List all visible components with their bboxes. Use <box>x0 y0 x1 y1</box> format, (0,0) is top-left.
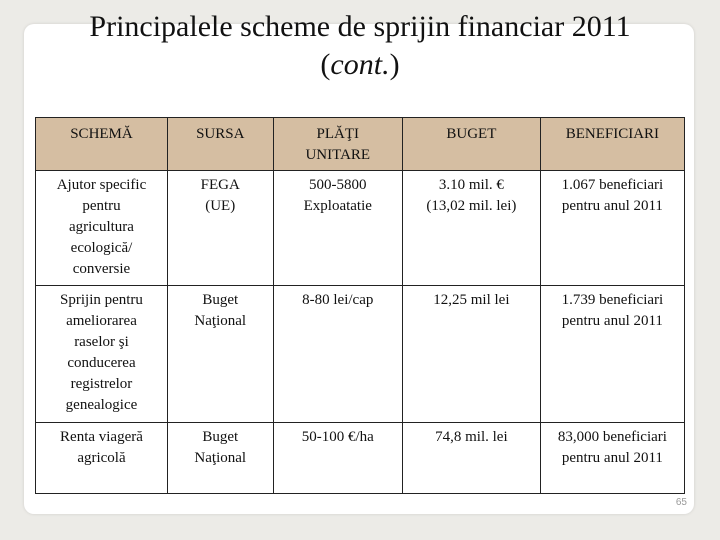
cell-schema <box>36 286 168 423</box>
title-italic: cont. <box>330 48 390 81</box>
cell-line: Renta viageră <box>60 429 143 445</box>
support-schemes-table <box>35 117 685 494</box>
cell-line: 1.739 beneficiari <box>561 292 664 308</box>
table-body <box>36 171 685 494</box>
header-row <box>36 118 685 171</box>
cell-line: ameliorarea <box>66 313 137 329</box>
table-header <box>36 118 685 171</box>
table-row <box>36 423 685 494</box>
cell-line: agricolă <box>77 450 126 466</box>
cell-line: pentru anul 2011 <box>561 450 663 466</box>
header-schema-text: SCHEMĂ <box>70 126 133 142</box>
header-plati <box>273 118 402 171</box>
cell-line: 12,25 mil lei <box>433 292 510 308</box>
cell-line: ecologică/ <box>70 240 133 256</box>
cell-beneficiari <box>540 286 684 423</box>
cell-line: Buget <box>202 292 239 308</box>
header-plati-line: PLĂŢI <box>316 126 360 142</box>
cell-line: 83,000 beneficiari <box>557 429 667 445</box>
header-beneficiari <box>540 118 684 171</box>
cell-beneficiari <box>540 171 684 286</box>
cell-line: 500-5800 <box>309 177 367 193</box>
cell-line: 1.067 beneficiari <box>561 177 664 193</box>
header-schema <box>36 118 168 171</box>
header-sursa-text: SURSA <box>196 126 245 142</box>
cell-plati <box>273 423 402 494</box>
header-sursa <box>167 118 273 171</box>
table-row <box>36 171 685 286</box>
cell-line: agricultura <box>68 219 134 235</box>
cell-line: Ajutor specific <box>56 177 147 193</box>
page-number: 65 <box>675 497 687 508</box>
cell-line: Exploatatie <box>303 198 372 214</box>
cell-schema <box>36 171 168 286</box>
title-paren-open: ( <box>320 48 331 81</box>
cell-sursa <box>167 171 273 286</box>
cell-line: raselor şi <box>74 334 129 350</box>
cell-line: (13,02 mil. lei) <box>426 198 517 214</box>
cell-line: 3.10 mil. € <box>438 177 504 193</box>
cell-line: (UE) <box>205 198 236 214</box>
cell-buget <box>403 286 541 423</box>
cell-line: registrelor <box>70 376 133 392</box>
title-line-1: Principalele scheme de sprijin financiar 2011 <box>89 10 631 43</box>
cell-line: pentru anul 2011 <box>561 313 663 329</box>
header-beneficiari-text: BENEFICIARI <box>565 126 660 142</box>
cell-plati <box>273 171 402 286</box>
header-buget-text: BUGET <box>446 126 497 142</box>
cell-line: genealogice <box>65 397 138 413</box>
cell-line: pentru anul 2011 <box>561 198 663 214</box>
cell-buget <box>403 171 541 286</box>
page-title <box>0 8 720 84</box>
cell-line: Naţional <box>194 450 247 466</box>
cell-line: conversie <box>72 261 131 277</box>
cell-line: Buget <box>202 429 239 445</box>
cell-plati <box>273 286 402 423</box>
header-plati-line: UNITARE <box>305 147 371 163</box>
cell-schema <box>36 423 168 494</box>
cell-line: Sprijin pentru <box>60 292 143 308</box>
cell-line: Naţional <box>194 313 247 329</box>
cell-line: FEGA <box>200 177 240 193</box>
cell-line: pentru <box>82 198 121 214</box>
cell-beneficiari <box>540 423 684 494</box>
title-paren-close: ) <box>389 48 400 81</box>
cell-line: conducerea <box>67 355 136 371</box>
cell-line: 74,8 mil. lei <box>435 429 508 445</box>
table-row <box>36 286 685 423</box>
cell-line: 50-100 €/ha <box>301 429 374 445</box>
cell-sursa <box>167 286 273 423</box>
header-buget <box>403 118 541 171</box>
cell-buget <box>403 423 541 494</box>
cell-sursa <box>167 423 273 494</box>
cell-line: 8-80 lei/cap <box>302 292 374 308</box>
